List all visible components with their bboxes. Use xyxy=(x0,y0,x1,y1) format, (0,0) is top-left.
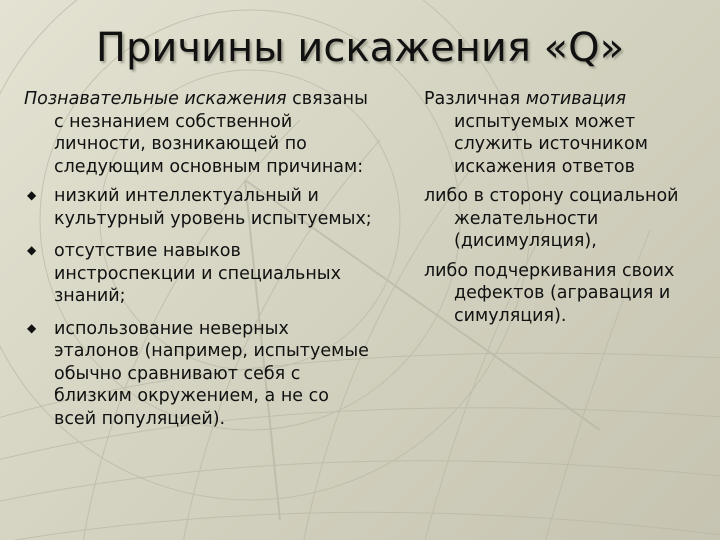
list-item-text: отсутствие навыков инстроспекции и специальных знаний; xyxy=(54,241,341,306)
social-desirability-paragraph: либо в сторону социальной желательности (дисимуляция), xyxy=(424,186,679,251)
slide-title: Причины искажения «Q» xyxy=(95,25,625,71)
diamond-bullet-icon: ◆ xyxy=(27,320,37,335)
left-column xyxy=(24,88,374,440)
motivation-lead: Различная xyxy=(424,89,526,109)
list-item xyxy=(24,185,374,230)
motivation-paragraph xyxy=(424,88,714,178)
list-item-text: использование неверных эталонов (например, испытуемые обычно сравнивают себя с близким окружением, а не со всей популяцией). xyxy=(54,318,369,429)
cognitive-distortions-text: связаны с незнанием собственной личности, возникающей по следующим основным причинам: xyxy=(54,89,368,177)
cognitive-distortions-paragraph xyxy=(24,88,374,178)
list-item xyxy=(24,240,374,308)
cognitive-distortions-term: Познавательные искажения xyxy=(24,89,287,109)
diamond-bullet-icon: ◆ xyxy=(27,243,37,257)
motivation-text: испытуемых может служить источником искажения ответов xyxy=(454,111,648,177)
diamond-bullet-icon: ◆ xyxy=(27,188,37,202)
list-item xyxy=(24,318,374,431)
motivation-term: мотивация xyxy=(525,89,627,109)
aggravation-paragraph: либо подчеркивания своих дефектов (агравация и симуляция). xyxy=(424,260,675,326)
list-item-text: низкий интеллектуальный и культурный уровень испытуемых; xyxy=(54,186,372,229)
right-column xyxy=(424,88,714,334)
